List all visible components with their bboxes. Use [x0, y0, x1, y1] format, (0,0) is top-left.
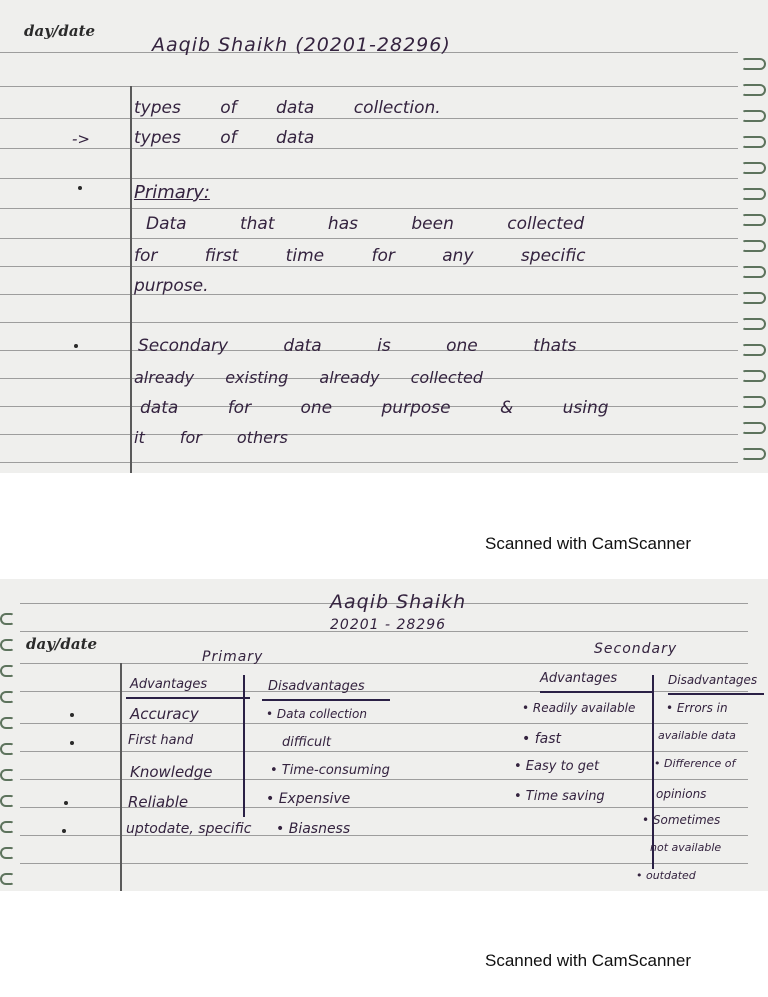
primary-adv-header: Advantages	[130, 677, 208, 692]
page-title-name: Aaqib Shaikh	[330, 591, 467, 613]
page-title-id: 20201 - 28296	[330, 617, 447, 633]
primary-adv-item: Reliable	[128, 793, 189, 811]
secondary-text-line: already existing already collected	[134, 368, 483, 387]
table-underline	[126, 697, 250, 699]
secondary-dis-item: opinions	[656, 787, 707, 801]
secondary-text-line: Secondary data is one thats	[138, 336, 577, 356]
bullet	[74, 344, 78, 348]
arrow-mark: ->	[72, 130, 90, 148]
heading-types-of-data-collection: types of data collection.	[134, 98, 441, 118]
primary-heading: Primary	[202, 649, 264, 665]
bullet	[62, 829, 66, 833]
secondary-text-line: data for one purpose & using	[140, 398, 609, 418]
secondary-dis-item: • Difference of	[654, 757, 736, 770]
day-date-header: day/date	[26, 635, 98, 653]
primary-adv-item: First hand	[128, 733, 194, 748]
primary-adv-item: Knowledge	[130, 763, 213, 781]
margin-line	[120, 663, 122, 891]
primary-dis-item: • Data collection	[266, 707, 367, 721]
secondary-adv-item: • Easy to get	[514, 759, 600, 774]
secondary-dis-item: • Errors in	[666, 701, 728, 715]
secondary-dis-item: available data	[658, 729, 736, 742]
primary-adv-item: uptodate, specific	[126, 821, 252, 837]
notebook-page-2	[0, 579, 768, 891]
primary-text-line: for first time for any specific	[134, 246, 586, 266]
primary-dis-header: Disadvantages	[268, 679, 365, 694]
secondary-text-line: it for others	[134, 428, 288, 447]
spiral-binding	[742, 58, 768, 473]
primary-dis-item: • Time-consuming	[270, 763, 390, 778]
secondary-dis-header: Disadvantages	[668, 673, 758, 687]
bullet	[70, 741, 74, 745]
table-divider	[243, 675, 245, 817]
secondary-adv-item: • Time saving	[514, 789, 605, 804]
bullet	[78, 186, 82, 190]
secondary-heading: Secondary	[594, 641, 678, 657]
secondary-adv-item: • fast	[522, 731, 561, 747]
table-underline	[262, 699, 390, 701]
camscanner-watermark: Scanned with CamScanner	[484, 534, 691, 553]
secondary-adv-item: • Readily available	[522, 701, 636, 715]
primary-label: Primary:	[134, 182, 210, 203]
primary-dis-item: • Expensive	[266, 791, 351, 807]
primary-text-line: Data that has been collected	[146, 214, 585, 234]
page-title: Aaqib Shaikh (20201-28296)	[152, 34, 451, 56]
table-underline	[668, 693, 764, 695]
bullet	[70, 713, 74, 717]
notebook-page-1	[0, 0, 768, 473]
day-date-header: day/date	[24, 22, 96, 40]
primary-text-line: purpose.	[134, 276, 209, 296]
secondary-dis-item: not available	[650, 841, 722, 854]
secondary-adv-header: Advantages	[540, 671, 618, 686]
table-divider	[652, 675, 654, 869]
bullet	[64, 801, 68, 805]
heading-types-of-data: types of data	[134, 128, 315, 148]
table-underline	[540, 691, 652, 693]
camscanner-watermark: Scanned with CamScanner	[484, 951, 691, 970]
spiral-binding	[0, 613, 14, 891]
primary-dis-item: difficult	[282, 735, 331, 750]
secondary-dis-item: • outdated	[636, 869, 696, 882]
secondary-dis-item: • Sometimes	[642, 813, 721, 827]
primary-dis-item: • Biasness	[276, 821, 351, 837]
primary-adv-item: Accuracy	[130, 705, 199, 723]
margin-line	[130, 86, 132, 473]
